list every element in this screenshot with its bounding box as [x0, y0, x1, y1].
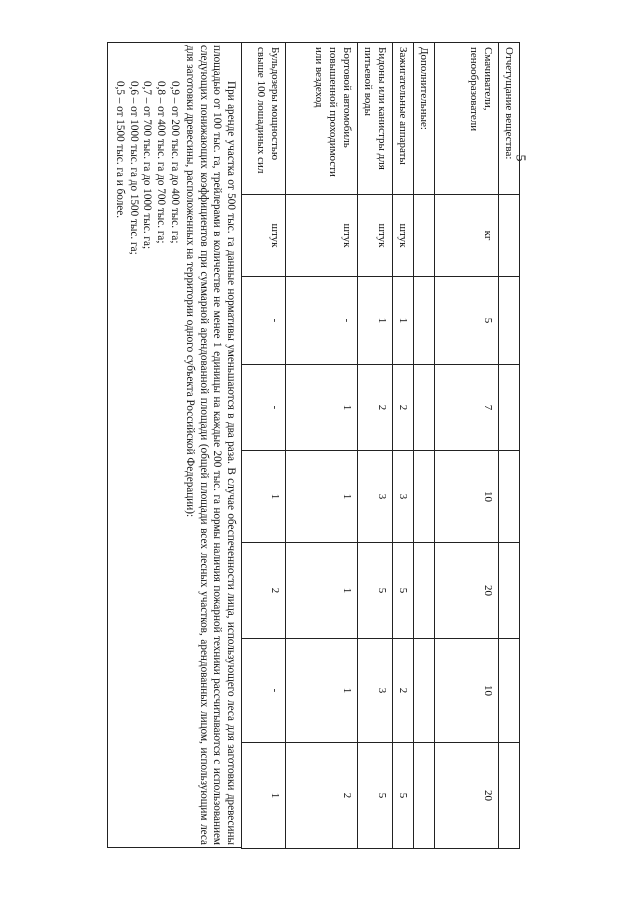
footnote-paragraph: При аренде участка от 500 тыс. га данные нормативы уменьшаются в два раза. В случае обеспеченности лица, использующего леса для заготовки древесины площадью от 100 тыс. га, трейлерами в количестве не менее 1 единицы на каждые 200 тыс. га нормы наличия пожарной техники рассчитываются с использованием следующих понижающих коэффициентов при суммарной арендованной площади (общей площади всех лесных участков, арендованных лицом, использующим леса для заготовки древесины, расположенных на территории одного субъекта Российской Федерации):	[184, 45, 237, 845]
cell-value: 1	[242, 743, 286, 849]
coefficient-list	[113, 45, 181, 845]
cell-value: 3	[358, 639, 393, 743]
cell-value: 5	[393, 743, 414, 849]
cell-value: 1	[286, 365, 358, 451]
table-row	[242, 43, 286, 849]
cell-value: 10	[435, 451, 499, 543]
cell-value: 3	[393, 451, 414, 543]
cell-value: 1	[393, 277, 414, 365]
cell-value: 5	[435, 277, 499, 365]
row-name: Дополнительные:	[414, 43, 435, 195]
cell-value: -	[242, 639, 286, 743]
list-item: 0,5 – от 1500 тыс. га и более.	[114, 81, 127, 219]
list-item: 0,6 – от 1000 тыс. га до 1500 тыс. га;	[127, 81, 140, 255]
row-name: Зажигательные аппараты	[393, 43, 414, 195]
cell-value: 5	[393, 543, 414, 639]
table-row	[414, 43, 435, 849]
cell-value: 2	[286, 743, 358, 849]
cell-value: -	[242, 277, 286, 365]
cell-value: 1	[286, 543, 358, 639]
row-unit: кг	[435, 195, 499, 277]
cell-value: 1	[286, 451, 358, 543]
cell-value: -	[286, 277, 358, 365]
cell-value: 1	[358, 277, 393, 365]
cell-value: 2	[393, 639, 414, 743]
cell-value: 2	[358, 365, 393, 451]
row-name: Смачиватели, пенообразователи	[435, 43, 499, 195]
row-unit: штук	[393, 195, 414, 277]
list-item: 0,9 – от 200 тыс. га до 400 тыс. га;	[168, 81, 181, 244]
cell-value: 1	[242, 451, 286, 543]
row-name: Бульдозеры мощностью свыше 100 лошадиных сил	[242, 43, 286, 195]
list-item: 0,8 – от 400 тыс. га до 700 тыс. га;	[155, 81, 168, 244]
table-row	[286, 43, 358, 849]
cell-value: 20	[435, 543, 499, 639]
table-row	[435, 43, 499, 849]
row-unit: штук	[358, 195, 393, 277]
rotated-document	[44, 42, 520, 848]
cell-value: 2	[393, 365, 414, 451]
cell-value: 10	[435, 639, 499, 743]
row-name: Бортовой автомобиль повышенной проходимости или вездеход	[286, 43, 358, 195]
cell-value: 5	[358, 743, 393, 849]
row-name: Бидоны или канистры для питьевой воды	[358, 43, 393, 195]
table-row	[358, 43, 393, 849]
list-item: 0,7 – от 700 тыс. га до 1000 тыс. га;	[141, 81, 154, 250]
cell-value: 7	[435, 365, 499, 451]
page-number: 5	[512, 154, 528, 162]
table-row	[393, 43, 414, 849]
footnote	[107, 42, 241, 848]
cell-value: 2	[242, 543, 286, 639]
cell-value: 3	[358, 451, 393, 543]
table-row	[499, 43, 520, 849]
section-header: Отчетущание вещества:	[499, 43, 520, 195]
equipment-table	[241, 42, 520, 849]
cell-value: 20	[435, 743, 499, 849]
row-unit: штук	[286, 195, 358, 277]
cell-value: 1	[286, 639, 358, 743]
row-unit: штук	[242, 195, 286, 277]
cell-value: 5	[358, 543, 393, 639]
cell-value: -	[242, 365, 286, 451]
